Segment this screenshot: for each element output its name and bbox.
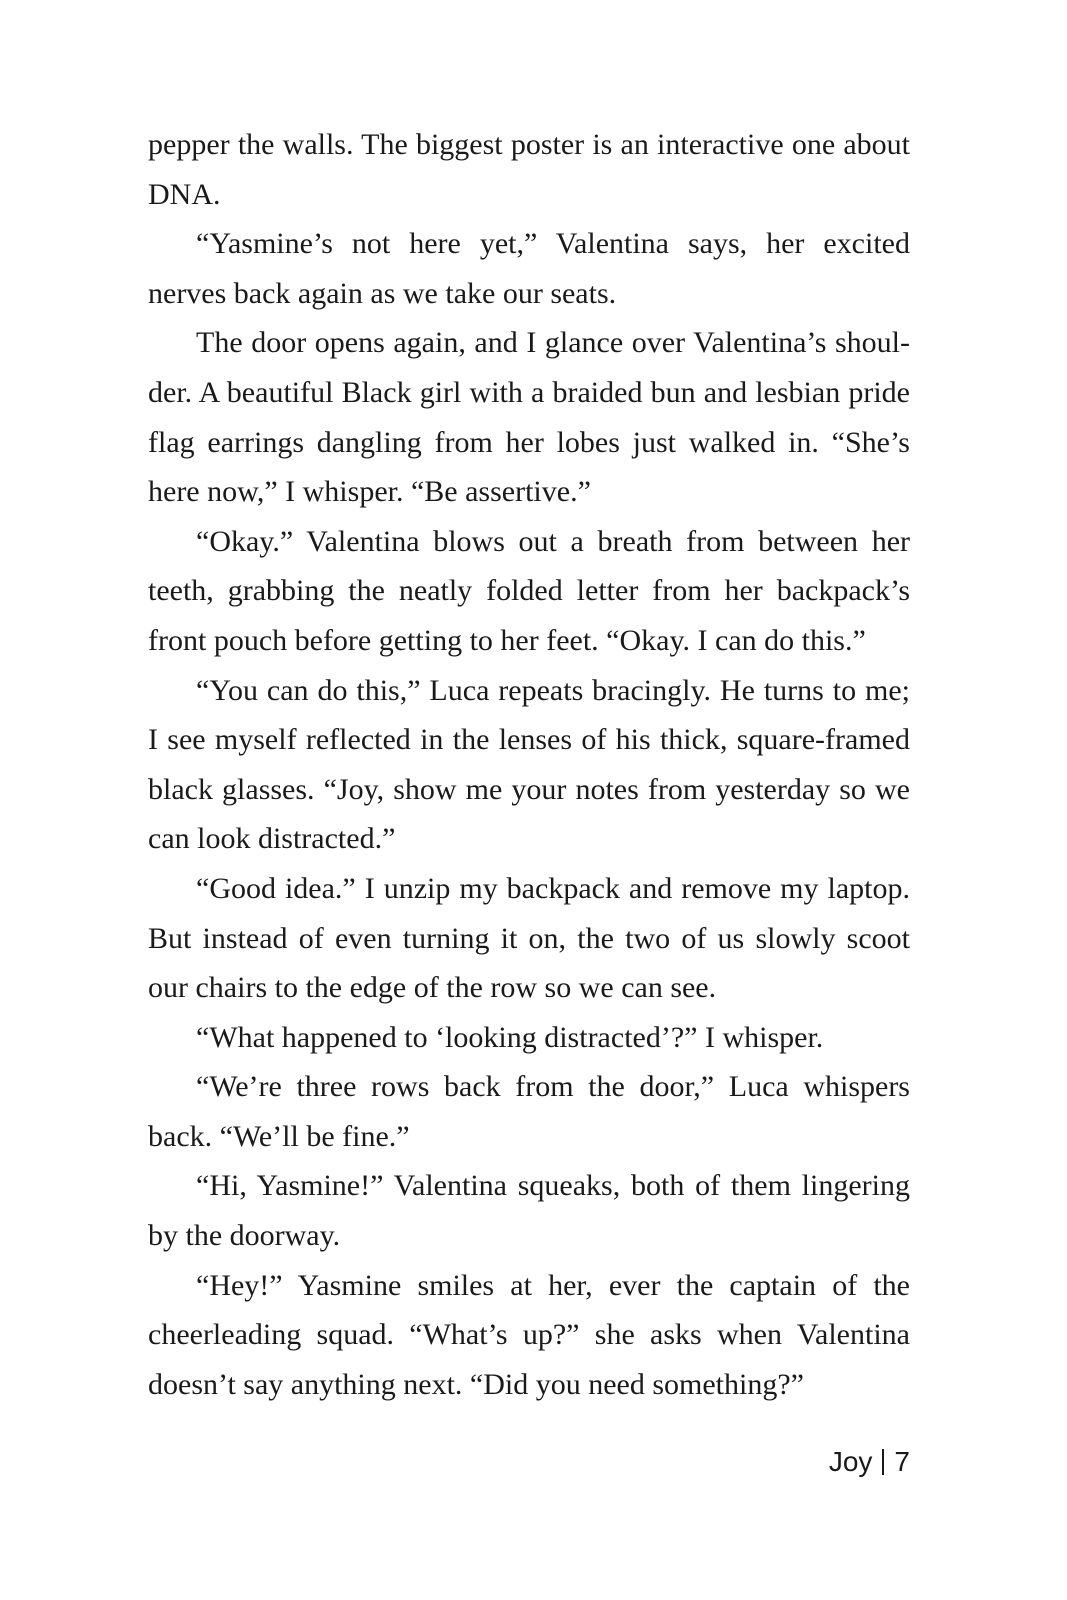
folio-divider <box>882 1449 884 1475</box>
paragraph: “Hi, Yasmine!” Valentina squeaks, both of them lingering by the doorway. <box>148 1169 910 1253</box>
running-head: Joy <box>828 1446 873 1477</box>
paragraph: “You can do this,” Luca repeats bracingly. He turns to me; I see myself reflected in the lenses of his thick, square-framed black glasses. “Joy, show me your notes from yesterday so we can look distracted.” <box>148 673 910 856</box>
paragraph: “Yasmine’s not here yet,” Valentina says, her excited nerves back again as we take our seats. <box>148 227 910 310</box>
paragraph: “Hey!” Yasmine smiles at her, ever the captain of the cheerleading squad. “What’s up?” she asks when Valentina doesn’t say anything next. “Did you need something?” <box>148 1268 910 1401</box>
paragraph: “We’re three rows back from the door,” Luca whispers back. “We’ll be fine.” <box>148 1070 910 1153</box>
page-footer <box>829 1446 910 1478</box>
body-text <box>148 120 910 1409</box>
paragraph: “Okay.” Valentina blows out a breath from between her teeth, grabbing the neatly folded letter from her backpack’s front pouch before getting to her feet. “Okay. I can do this.” <box>148 524 910 657</box>
page-number: 7 <box>894 1446 910 1477</box>
paragraph: pepper the walls. The biggest poster is an interactive one about DNA. <box>148 128 910 211</box>
paragraph: The door opens again, and I glance over Valentina’s shoulder. A beautiful Black girl with a braided bun and lesbian pride flag earrings dangling from her lobes just walked in. “She’s here now,” I whisper. “Be assertive.” <box>148 326 910 509</box>
paragraph: “Good idea.” I unzip my backpack and remove my laptop. But instead of even turning it on, the two of us slowly scoot our chairs to the edge of the row so we can see. <box>148 871 910 1005</box>
paragraph: “What happened to ‘looking distracted’?” I whisper. <box>196 1020 824 1054</box>
